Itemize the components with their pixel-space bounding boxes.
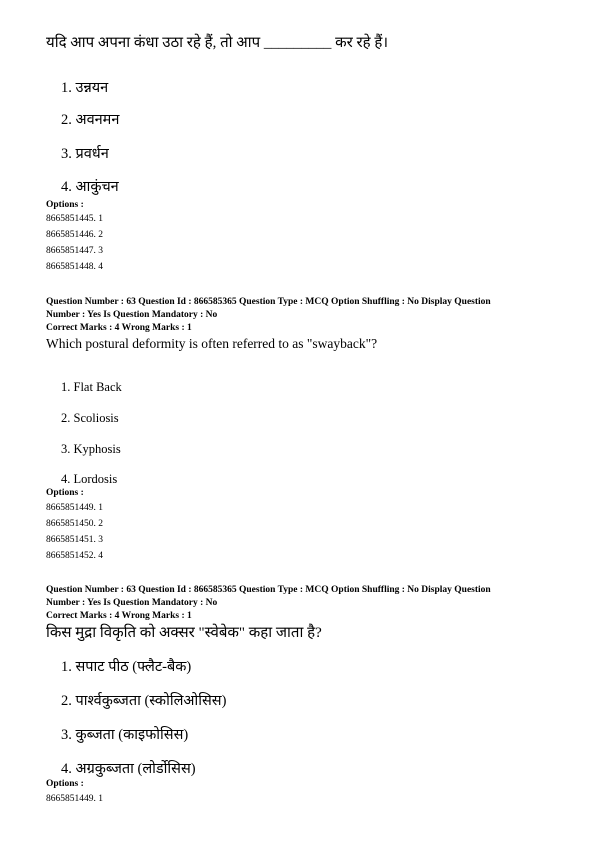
option-id: 8665851449. 1 [46, 503, 103, 513]
question-marks: Correct Marks : 4 Wrong Marks : 1 [46, 323, 192, 333]
option-3: 3. Kyphosis [61, 442, 121, 456]
option-4: 4. Lordosis [61, 472, 118, 486]
option-1: 1. सपाट पीठ (फ्लैट-बैक) [61, 659, 192, 675]
option-id: 8665851450. 2 [46, 519, 103, 529]
options-label: Options : [46, 779, 84, 789]
question-text-english-63: Which postural deformity is often referred to as "swayback"? [46, 336, 378, 351]
option-id: 8665851448. 4 [46, 262, 103, 272]
option-id: 8665851447. 3 [46, 246, 103, 256]
question-text-hindi-63: किस मुद्रा विकृति को अक्सर "स्वेबेक" कहा जाता है? [46, 625, 322, 641]
question-marks: Correct Marks : 4 Wrong Marks : 1 [46, 611, 192, 621]
question-meta-line2: Number : Yes Is Question Mandatory : No [46, 310, 218, 320]
question-meta-line2: Number : Yes Is Question Mandatory : No [46, 598, 218, 608]
option-4: 4. आकुंचन [61, 179, 119, 195]
option-2: 2. Scoliosis [61, 411, 119, 425]
option-id: 8665851449. 1 [46, 794, 103, 804]
option-id: 8665851445. 1 [46, 214, 103, 224]
option-id: 8665851452. 4 [46, 551, 103, 561]
option-1: 1. उन्नयन [61, 80, 109, 96]
option-2: 2. अवनमन [61, 112, 120, 128]
question-meta-line1: Question Number : 63 Question Id : 866585365 Question Type : MCQ Option Shuffling : No Display Question [46, 585, 491, 595]
option-2: 2. पार्श्वकुब्जता (स्कोलिओसिस) [61, 693, 227, 709]
options-label: Options : [46, 488, 84, 498]
options-label: Options : [46, 200, 84, 210]
question-text-hindi-62: यदि आप अपना कंधा उठा रहे हैं, तो आप _________ कर रहे हैं। [46, 35, 389, 51]
question-meta-line1: Question Number : 63 Question Id : 866585365 Question Type : MCQ Option Shuffling : No Display Question [46, 297, 491, 307]
option-3: 3. कुब्जता (काइफोसिस) [61, 727, 189, 743]
option-3: 3. प्रवर्धन [61, 146, 109, 162]
option-id: 8665851446. 2 [46, 230, 103, 240]
option-id: 8665851451. 3 [46, 535, 103, 545]
option-4: 4. अग्रकुब्जता (लोर्डोसिस) [61, 761, 196, 777]
option-1: 1. Flat Back [61, 380, 122, 394]
